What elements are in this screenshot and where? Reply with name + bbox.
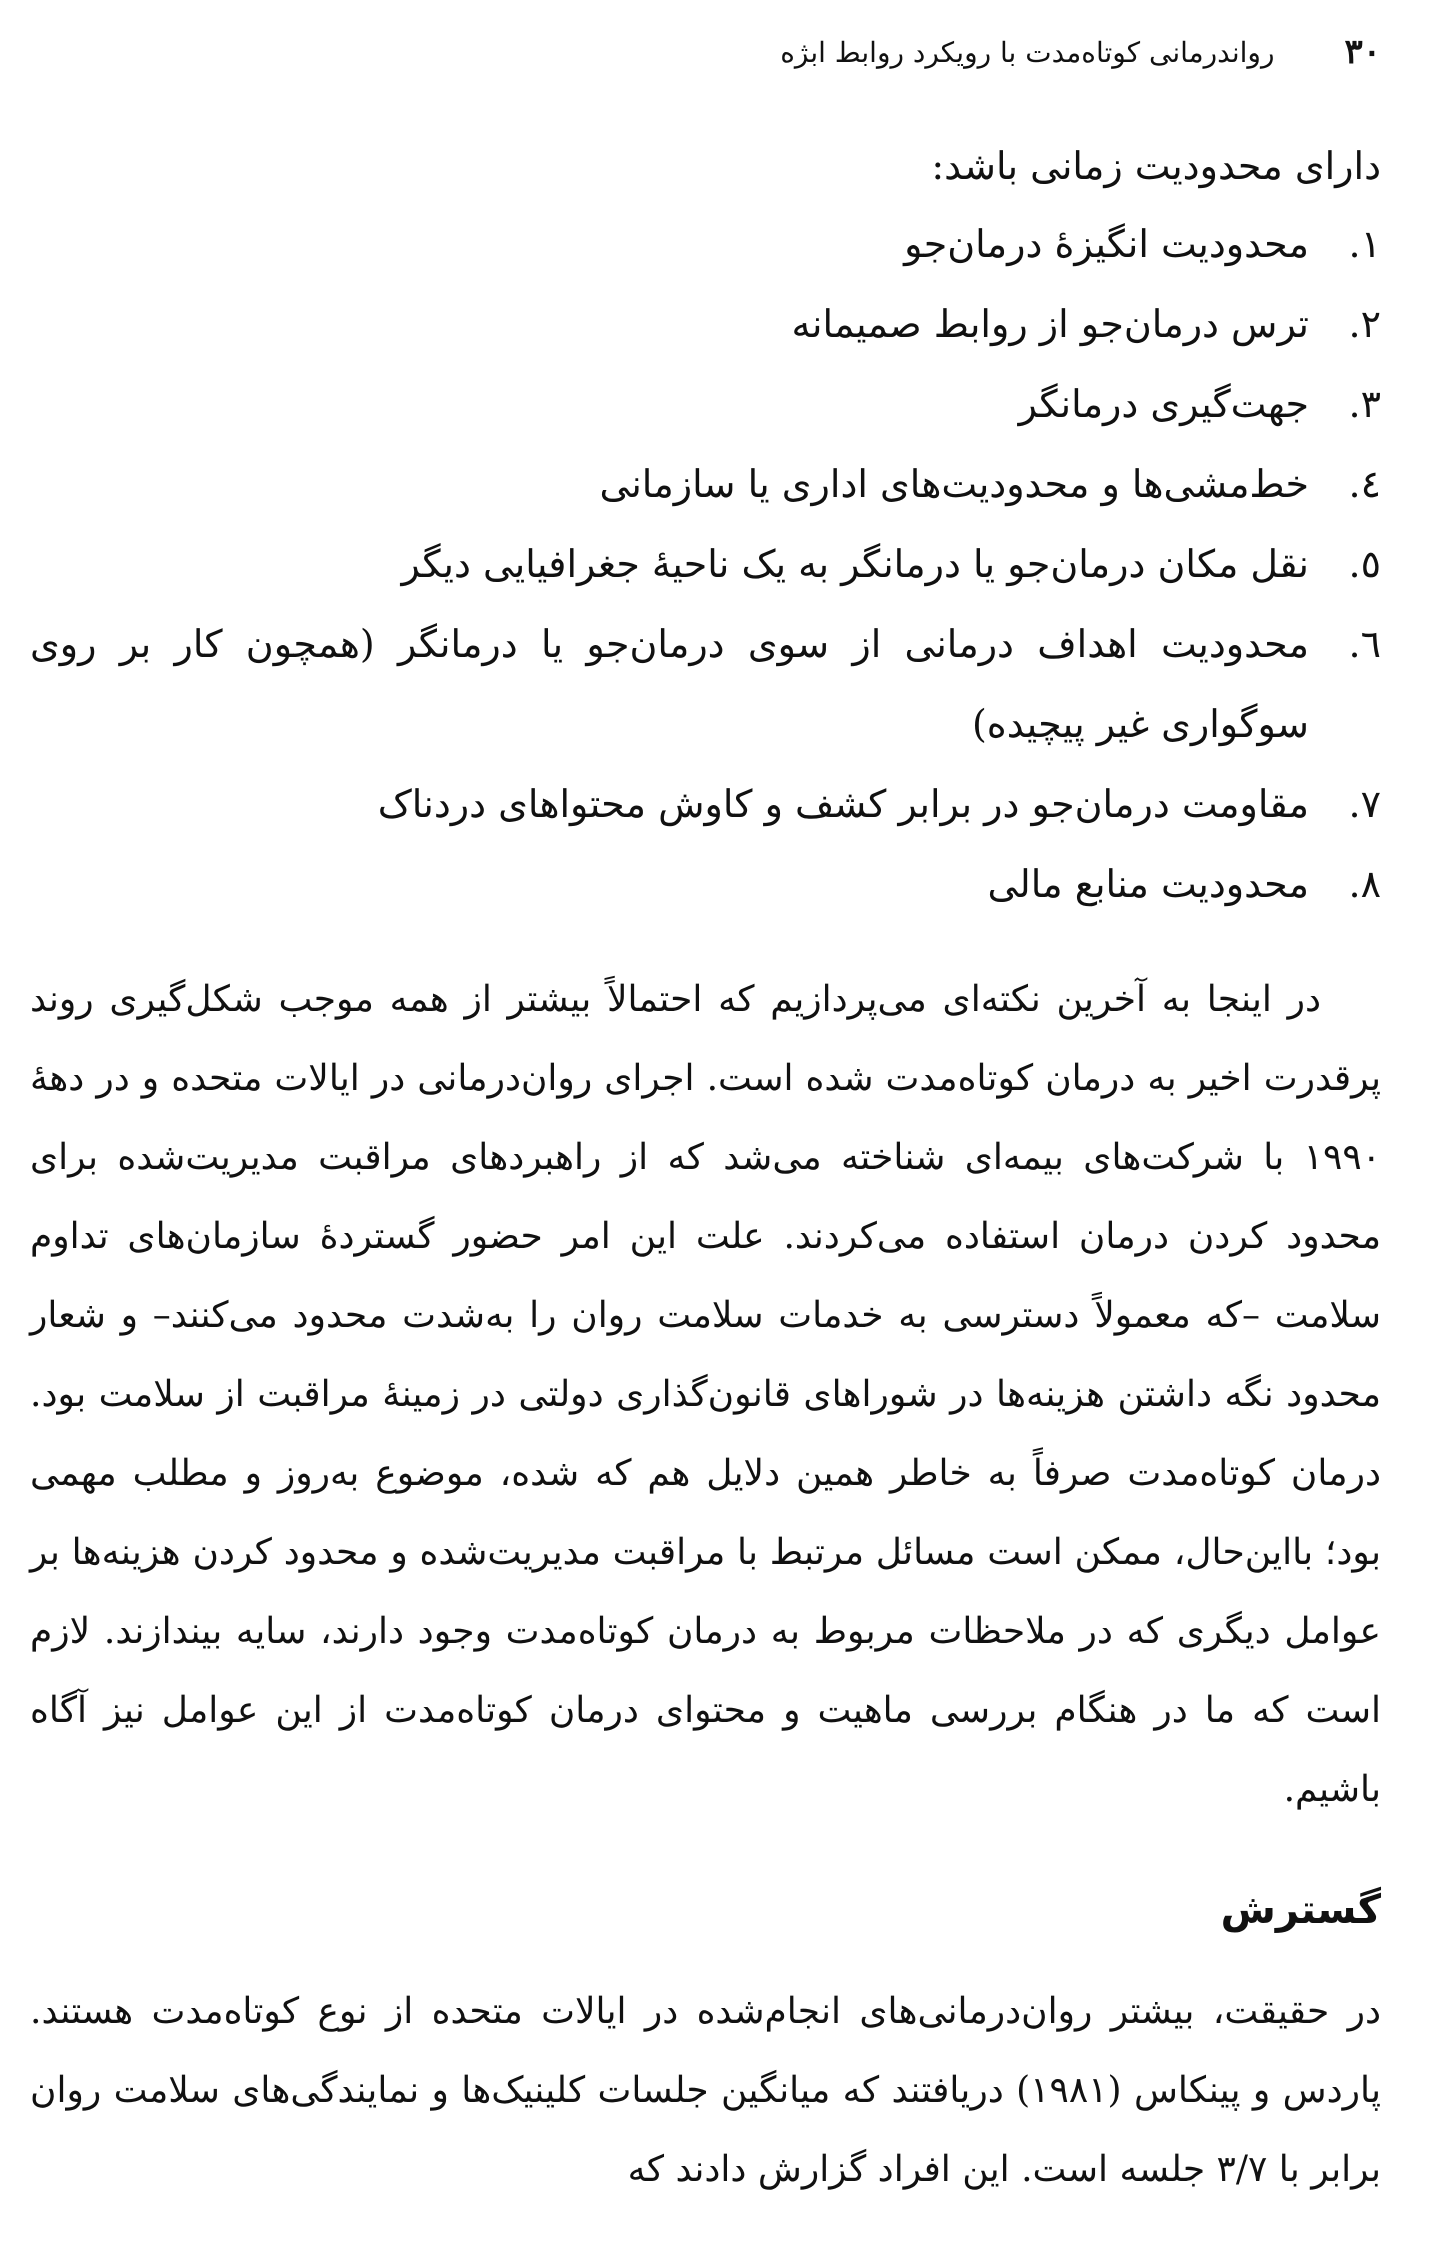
- intro-line: دارای محدودیت زمانی باشد:: [931, 144, 1381, 188]
- list-item-number: ۲.: [1348, 302, 1381, 346]
- list-item-number: ۸.: [1348, 862, 1381, 906]
- list-item: [30, 284, 1381, 364]
- list-item-number: ٥.: [1348, 542, 1381, 586]
- list-item-number: ۱.: [1348, 222, 1381, 266]
- list-item-number: ٦.: [1348, 622, 1381, 666]
- list-item-text: نقل مکان درمان‌جو یا درمانگر به یک ناحیهٔ جغرافیایی دیگر: [401, 542, 1309, 586]
- reasons-list: [30, 204, 1381, 924]
- list-item-text: خط‌مشی‌ها و محدودیت‌های اداری یا سازمانی: [599, 462, 1309, 506]
- list-item: [30, 204, 1381, 284]
- section-heading: گسترش: [1220, 1887, 1381, 1933]
- list-item: [30, 364, 1381, 444]
- section-paragraph: در حقیقت، بیشتر روان‌درمانی‌های انجام‌شده در ایالات متحده از نوع کوتاه‌مدت هستند. پاردس و پینکاس (۱۹۸۱) دریافتند که میانگین جلسات کلینیک‌ها و نمایندگی‌های سلامت روان برابر با ۳/۷ جلسه است. این افراد گزارش دادند که: [30, 1991, 1381, 2190]
- list-item-text: مقاومت درمان‌جو در برابر کشف و کاوش محتواهای دردناک: [377, 782, 1309, 826]
- list-item-number: ۷.: [1348, 782, 1381, 826]
- page-number: ۳۰: [1344, 32, 1381, 72]
- list-item-text: محدودیت منابع مالی: [987, 862, 1309, 906]
- list-item-text: ترس درمان‌جو از روابط صمیمانه: [791, 302, 1309, 346]
- list-item: [30, 604, 1381, 764]
- list-item: [30, 444, 1381, 524]
- list-item-number: ٤.: [1348, 462, 1381, 506]
- list-item-number: ۳.: [1348, 382, 1381, 426]
- main-paragraph: در اینجا به آخرین نکته‌ای می‌پردازیم که احتمالاً بیشتر از همه موجب شکل‌گیری روند پرقدرت اخیر به درمان کوتاه‌مدت شده است. اجرای روان‌درمانی در ایالات متحده و در دههٔ ۱۹۹۰ با شرکت‌های بیمه‌ای شناخته می‌شد که از راهبردهای مراقبت مدیریت‌شده برای محدود کردن درمان استفاده می‌کردند. علت این امر حضور گستردهٔ سازمان‌های تداوم سلامت –که معمولاً دسترسی به خدمات سلامت روان را به‌شدت محدود می‌کنند– و شعار محدود نگه داشتن هزینه‌ها در شوراهای قانون‌گذاری دولتی در زمینهٔ مراقبت از سلامت بود. درمان کوتاه‌مدت صرفاً به خاطر همین دلایل هم که شده، موضوع به‌روز و مطلب مهمی بود؛ بااین‌حال، ممکن است مسائل مرتبط با مراقبت مدیریت‌شده و محدود کردن هزینه‌ها بر عوامل دیگری که در ملاحظات مربوط به درمان کوتاه‌مدت وجود دارند، سایه بیندازند. لازم است که ما در هنگام بررسی ماهیت و محتوای درمان کوتاه‌مدت از این عوامل نیز آگاه باشیم.: [30, 979, 1381, 1810]
- list-item: [30, 764, 1381, 844]
- list-item-text: محدودیت انگیزهٔ درمان‌جو: [904, 222, 1309, 266]
- running-header: [48, 22, 1381, 82]
- list-item: [30, 844, 1381, 924]
- list-item: [30, 524, 1381, 604]
- list-item-text: محدودیت اهداف درمانی از سوی درمان‌جو یا درمانگر (همچون کار بر روی سوگواری غیر پیچیده): [30, 622, 1309, 746]
- list-item-text: جهت‌گیری درمانگر: [1018, 382, 1309, 426]
- running-header-title: رواندرمانی کوتاه‌مدت با رویکرد روابط ابژه: [780, 35, 1275, 69]
